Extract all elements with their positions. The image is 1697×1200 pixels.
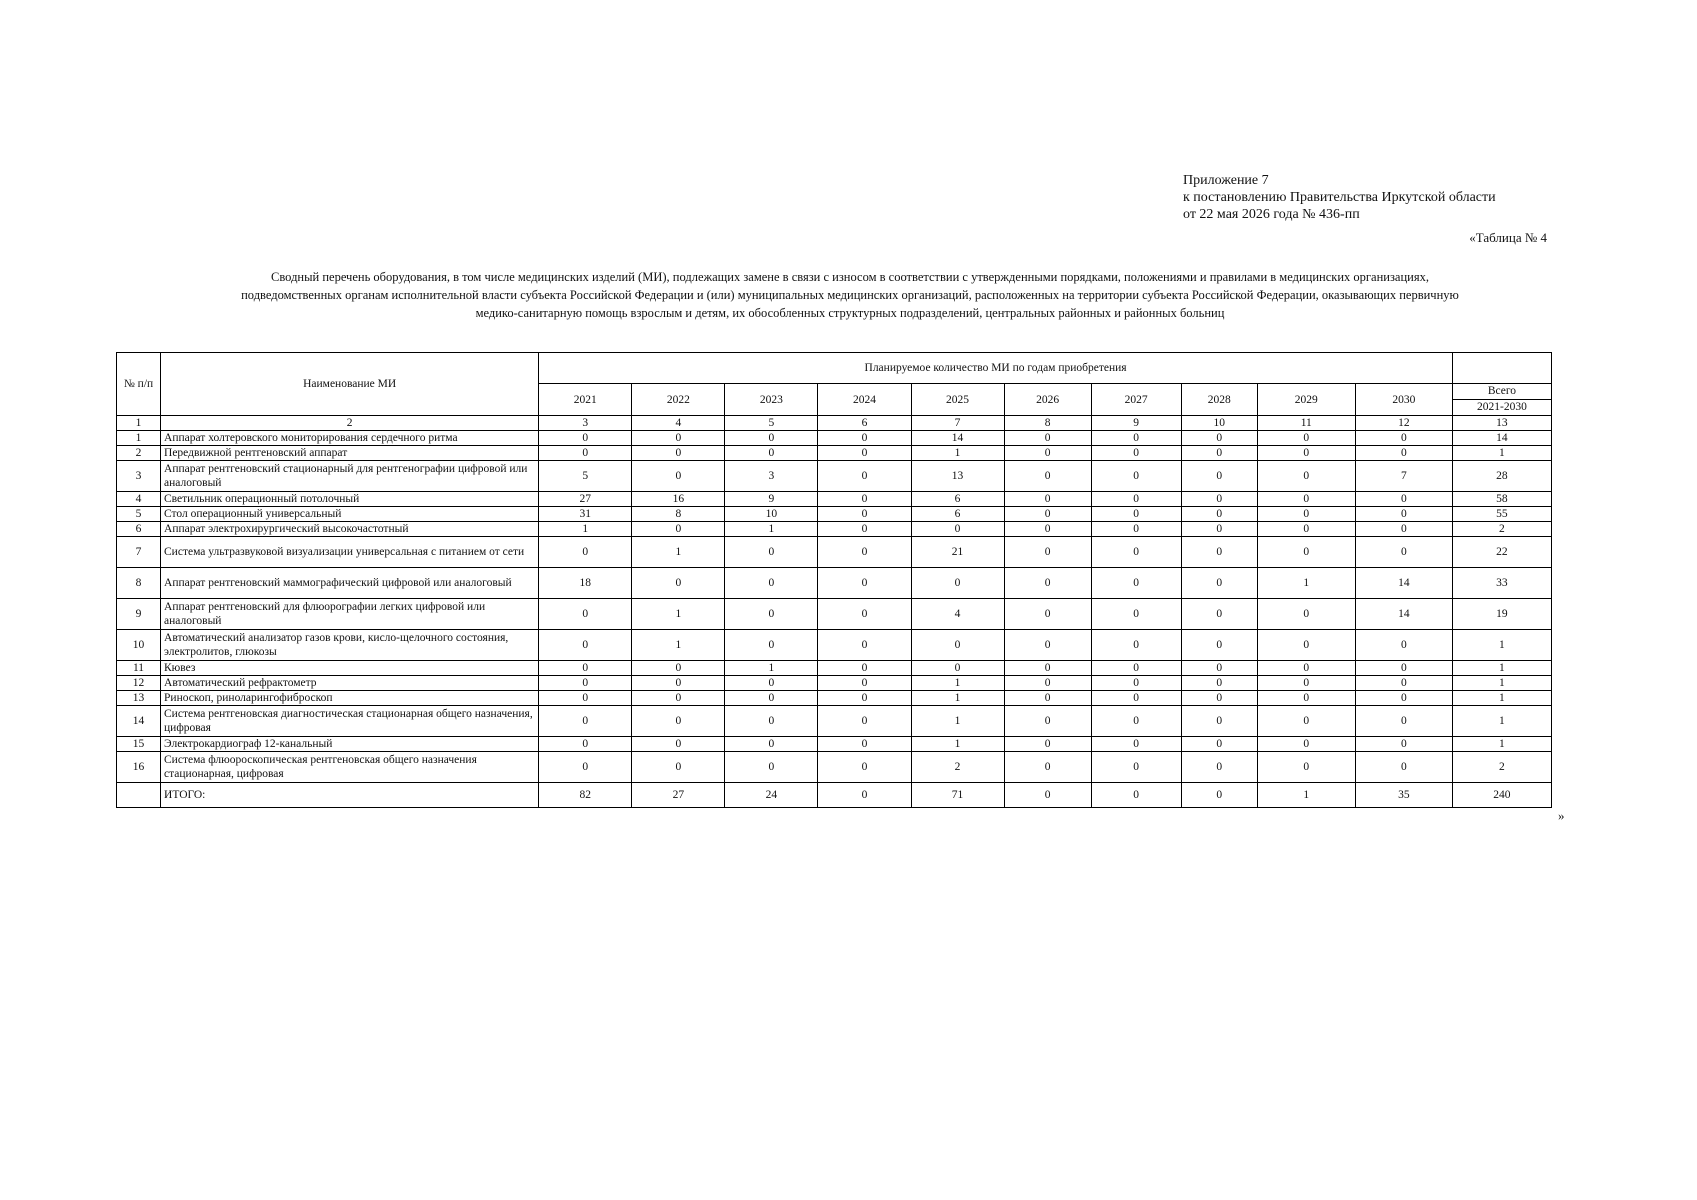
- table-row: [117, 691, 1552, 706]
- total-row-value: 71: [911, 783, 1004, 808]
- row-value: 0: [1004, 568, 1091, 599]
- row-value: 0: [1257, 446, 1355, 461]
- appendix-date: от 22 мая 2026 года № 436-пп: [1183, 207, 1360, 222]
- row-value: 0: [1004, 737, 1091, 752]
- row-value: 0: [1004, 492, 1091, 507]
- row-number: 4: [117, 492, 161, 507]
- row-value: 0: [632, 706, 725, 737]
- row-value: 13: [911, 461, 1004, 492]
- row-number: 11: [117, 661, 161, 676]
- row-value: 0: [818, 537, 911, 568]
- table-row: [117, 752, 1552, 783]
- row-value: 0: [539, 431, 632, 446]
- row-value: 0: [818, 661, 911, 676]
- row-total: 1: [1452, 706, 1551, 737]
- row-value: 0: [1181, 691, 1257, 706]
- row-value: 0: [911, 568, 1004, 599]
- row-total: 14: [1452, 431, 1551, 446]
- row-value: 0: [911, 630, 1004, 661]
- row-value: 0: [1355, 661, 1452, 676]
- row-total: 22: [1452, 537, 1551, 568]
- row-total: 1: [1452, 446, 1551, 461]
- total-row: [117, 783, 1552, 808]
- row-value: 0: [1091, 431, 1181, 446]
- row-value: 0: [1257, 706, 1355, 737]
- row-value: 0: [725, 737, 818, 752]
- row-number: 9: [117, 599, 161, 630]
- row-value: 0: [1004, 431, 1091, 446]
- row-value: 0: [632, 752, 725, 783]
- appendix-number: Приложение 7: [1183, 173, 1269, 188]
- document-title: [120, 268, 1580, 322]
- row-value: 0: [1091, 630, 1181, 661]
- table-row: [117, 461, 1552, 492]
- row-value: 0: [911, 661, 1004, 676]
- total-row-grand-total: 240: [1452, 783, 1551, 808]
- row-value: 0: [818, 630, 911, 661]
- row-value: 0: [539, 706, 632, 737]
- row-number: 5: [117, 507, 161, 522]
- row-value: 0: [818, 522, 911, 537]
- row-value: 0: [1181, 507, 1257, 522]
- table-row: [117, 507, 1552, 522]
- row-value: 0: [818, 752, 911, 783]
- row-value: 0: [539, 630, 632, 661]
- table-row: [117, 568, 1552, 599]
- row-value: 14: [1355, 568, 1452, 599]
- row-value: 0: [1091, 691, 1181, 706]
- row-value: 0: [539, 537, 632, 568]
- header-year: 2025: [911, 384, 1004, 416]
- row-value: 1: [911, 691, 1004, 706]
- column-index: 3: [539, 416, 632, 431]
- row-value: 14: [911, 431, 1004, 446]
- table-row: [117, 492, 1552, 507]
- row-value: 0: [818, 706, 911, 737]
- row-number: 10: [117, 630, 161, 661]
- table-row: [117, 706, 1552, 737]
- column-index: 7: [911, 416, 1004, 431]
- column-index: 4: [632, 416, 725, 431]
- row-value: 0: [1004, 461, 1091, 492]
- row-value: 0: [725, 537, 818, 568]
- row-value: 1: [911, 706, 1004, 737]
- title-line-3: медико-санитарную помощь взрослым и детям, их обособленных структурных подразделений, центральных районных и районных больниц: [475, 306, 1225, 320]
- row-value: 18: [539, 568, 632, 599]
- row-value: 0: [1355, 507, 1452, 522]
- row-value: 0: [632, 568, 725, 599]
- row-value: 0: [1091, 661, 1181, 676]
- table-row: [117, 537, 1552, 568]
- row-value: 6: [911, 507, 1004, 522]
- row-value: 0: [1091, 522, 1181, 537]
- row-value: 0: [1181, 706, 1257, 737]
- header-total-blank: [1452, 353, 1551, 384]
- row-value: 0: [1181, 752, 1257, 783]
- column-index: 2: [161, 416, 539, 431]
- row-value: 0: [1004, 676, 1091, 691]
- row-name: Передвижной рентгеновский аппарат: [161, 446, 539, 461]
- row-value: 9: [725, 492, 818, 507]
- row-value: 0: [539, 676, 632, 691]
- equipment-table: [116, 352, 1552, 808]
- column-index: 6: [818, 416, 911, 431]
- row-value: 0: [1181, 737, 1257, 752]
- row-name: Кювез: [161, 661, 539, 676]
- column-index: 11: [1257, 416, 1355, 431]
- row-value: 1: [911, 676, 1004, 691]
- header-total-range: 2021-2030: [1477, 401, 1527, 413]
- row-value: 0: [1091, 752, 1181, 783]
- row-value: 0: [1355, 431, 1452, 446]
- row-value: 0: [1004, 752, 1091, 783]
- header-year: 2028: [1181, 384, 1257, 416]
- row-value: 0: [818, 737, 911, 752]
- row-value: 0: [818, 431, 911, 446]
- row-value: 0: [818, 507, 911, 522]
- row-total: 2: [1452, 522, 1551, 537]
- row-value: 0: [818, 676, 911, 691]
- row-value: 0: [1355, 691, 1452, 706]
- row-name: Система рентгеновская диагностическая стационарная общего назначения, цифровая: [161, 706, 539, 737]
- row-name: Аппарат рентгеновский для флюорографии легких цифровой или аналоговый: [161, 599, 539, 630]
- total-row-value: 35: [1355, 783, 1452, 808]
- header-year: 2026: [1004, 384, 1091, 416]
- row-value: 10: [725, 507, 818, 522]
- column-index: 12: [1355, 416, 1452, 431]
- row-value: 0: [1091, 568, 1181, 599]
- row-value: 0: [1004, 446, 1091, 461]
- row-value: 0: [1181, 522, 1257, 537]
- row-name: Стол операционный универсальный: [161, 507, 539, 522]
- header-total: [1452, 384, 1551, 416]
- row-value: 0: [1257, 676, 1355, 691]
- row-value: 0: [818, 492, 911, 507]
- row-value: 0: [632, 691, 725, 706]
- row-value: 0: [1257, 752, 1355, 783]
- header-year: 2027: [1091, 384, 1181, 416]
- row-value: 31: [539, 507, 632, 522]
- row-name: Электрокардиограф 12-канальный: [161, 737, 539, 752]
- row-value: 0: [725, 599, 818, 630]
- row-value: 0: [539, 752, 632, 783]
- row-value: 0: [1355, 492, 1452, 507]
- row-value: 0: [1257, 431, 1355, 446]
- row-value: 0: [1257, 537, 1355, 568]
- row-value: 0: [1004, 522, 1091, 537]
- row-value: 0: [1181, 431, 1257, 446]
- row-value: 0: [539, 661, 632, 676]
- row-value: 0: [1181, 599, 1257, 630]
- row-name: Автоматический рефрактометр: [161, 676, 539, 691]
- row-value: 27: [539, 492, 632, 507]
- header-year: 2024: [818, 384, 911, 416]
- appendix-resolution: к постановлению Правительства Иркутской области: [1183, 190, 1496, 205]
- row-name: Аппарат рентгеновский маммографический цифровой или аналоговый: [161, 568, 539, 599]
- row-value: 0: [725, 691, 818, 706]
- row-value: 0: [632, 431, 725, 446]
- table-row: [117, 676, 1552, 691]
- table-number-label: «Таблица № 4: [1469, 230, 1547, 245]
- row-value: 0: [632, 461, 725, 492]
- row-name: Система ультразвуковой визуализации универсальная с питанием от сети: [161, 537, 539, 568]
- row-value: 0: [539, 446, 632, 461]
- table-row: [117, 522, 1552, 537]
- row-value: 0: [1355, 537, 1452, 568]
- row-value: 0: [1181, 461, 1257, 492]
- row-value: 1: [632, 599, 725, 630]
- total-row-value: 0: [818, 783, 911, 808]
- table-row: [117, 661, 1552, 676]
- header-total-label: Всего: [1453, 384, 1551, 400]
- row-total: 55: [1452, 507, 1551, 522]
- row-value: 0: [1355, 676, 1452, 691]
- table-row: [117, 446, 1552, 461]
- header-year: 2022: [632, 384, 725, 416]
- row-value: 0: [911, 522, 1004, 537]
- row-value: 0: [1091, 676, 1181, 691]
- row-value: 0: [1091, 507, 1181, 522]
- row-value: 0: [539, 691, 632, 706]
- row-value: 1: [539, 522, 632, 537]
- row-value: 0: [1181, 492, 1257, 507]
- row-number: 12: [117, 676, 161, 691]
- row-number: 1: [117, 431, 161, 446]
- row-name: Система флюороскопическая рентгеновская общего назначения стационарная, цифровая: [161, 752, 539, 783]
- row-value: 1: [911, 737, 1004, 752]
- header-name: Наименование МИ: [161, 353, 539, 416]
- row-value: 21: [911, 537, 1004, 568]
- row-value: 0: [1004, 537, 1091, 568]
- row-value: 0: [1355, 706, 1452, 737]
- total-row-value: 24: [725, 783, 818, 808]
- appendix-header: [1183, 172, 1496, 223]
- row-value: 4: [911, 599, 1004, 630]
- total-row-value: 0: [1181, 783, 1257, 808]
- row-value: 0: [818, 599, 911, 630]
- row-value: 0: [1257, 599, 1355, 630]
- row-value: 6: [911, 492, 1004, 507]
- row-value: 0: [725, 568, 818, 599]
- column-index: 9: [1091, 416, 1181, 431]
- row-name: Аппарат электрохирургический высокочастотный: [161, 522, 539, 537]
- header-year: 2030: [1355, 384, 1452, 416]
- row-value: 0: [1091, 461, 1181, 492]
- table-row: [117, 431, 1552, 446]
- row-value: 0: [818, 691, 911, 706]
- row-value: 16: [632, 492, 725, 507]
- row-value: 0: [1091, 706, 1181, 737]
- column-index: 13: [1452, 416, 1551, 431]
- row-value: 2: [911, 752, 1004, 783]
- row-number: 7: [117, 537, 161, 568]
- row-value: 0: [1257, 737, 1355, 752]
- row-value: 0: [1004, 630, 1091, 661]
- row-value: 0: [1004, 661, 1091, 676]
- row-value: 0: [1181, 630, 1257, 661]
- row-value: 0: [725, 431, 818, 446]
- row-value: 3: [725, 461, 818, 492]
- title-line-2: подведомственных органам исполнительной власти субъекта Российской Федерации и (или) муниципальных медицинских организаций, расположенных на территории субъекта Российской Федерации, оказывающих первичную: [241, 288, 1459, 302]
- row-value: 0: [539, 599, 632, 630]
- row-value: 0: [725, 676, 818, 691]
- row-number: 6: [117, 522, 161, 537]
- row-value: 0: [1091, 537, 1181, 568]
- row-value: 0: [1091, 599, 1181, 630]
- row-name: Светильник операционный потолочный: [161, 492, 539, 507]
- row-value: 0: [539, 737, 632, 752]
- row-value: 0: [1004, 507, 1091, 522]
- row-value: 0: [1355, 752, 1452, 783]
- row-value: 1: [725, 661, 818, 676]
- row-value: 0: [1181, 537, 1257, 568]
- row-value: 0: [632, 737, 725, 752]
- row-value: 0: [725, 630, 818, 661]
- row-value: 0: [818, 461, 911, 492]
- row-value: 0: [725, 706, 818, 737]
- row-name: Аппарат холтеровского мониторирования сердечного ритма: [161, 431, 539, 446]
- row-value: 8: [632, 507, 725, 522]
- table-row: [117, 737, 1552, 752]
- row-number: 13: [117, 691, 161, 706]
- row-number: 15: [117, 737, 161, 752]
- row-value: 0: [1181, 676, 1257, 691]
- row-value: 1: [632, 537, 725, 568]
- row-total: 1: [1452, 737, 1551, 752]
- row-value: 0: [1257, 661, 1355, 676]
- row-value: 0: [1257, 630, 1355, 661]
- row-value: 0: [1004, 599, 1091, 630]
- row-value: 0: [632, 676, 725, 691]
- row-value: 0: [1257, 522, 1355, 537]
- row-value: 0: [1091, 446, 1181, 461]
- row-total: 1: [1452, 661, 1551, 676]
- row-name: Автоматический анализатор газов крови, кисло-щелочного состояния, электролитов, глюкозы: [161, 630, 539, 661]
- row-value: 0: [632, 661, 725, 676]
- total-row-label: ИТОГО:: [161, 783, 539, 808]
- row-number: 8: [117, 568, 161, 599]
- row-number: 16: [117, 752, 161, 783]
- row-value: 1: [632, 630, 725, 661]
- total-row-value: 82: [539, 783, 632, 808]
- title-line-1: Сводный перечень оборудования, в том числе медицинских изделий (МИ), подлежащих замене в связи с износом в соответствии с утвержденными порядками, положениями и правилами в медицинских организациях,: [271, 270, 1429, 284]
- header-year: 2023: [725, 384, 818, 416]
- row-name: Аппарат рентгеновский стационарный для рентгенографии цифровой или аналоговый: [161, 461, 539, 492]
- row-value: 0: [1355, 737, 1452, 752]
- row-value: 0: [1181, 446, 1257, 461]
- row-value: 0: [632, 522, 725, 537]
- row-total: 1: [1452, 676, 1551, 691]
- column-index: 5: [725, 416, 818, 431]
- row-value: 0: [1355, 446, 1452, 461]
- total-row-value: 0: [1004, 783, 1091, 808]
- total-row-value: 0: [1091, 783, 1181, 808]
- row-value: 7: [1355, 461, 1452, 492]
- row-value: 0: [1257, 691, 1355, 706]
- table-row: [117, 599, 1552, 630]
- table-row: [117, 630, 1552, 661]
- row-value: 0: [818, 568, 911, 599]
- column-index: 1: [117, 416, 161, 431]
- row-value: 0: [725, 752, 818, 783]
- header-planned: Планируемое количество МИ по годам приобретения: [539, 353, 1453, 384]
- row-value: 1: [725, 522, 818, 537]
- total-row-value: 27: [632, 783, 725, 808]
- row-number: 2: [117, 446, 161, 461]
- column-index-row: [117, 416, 1552, 431]
- column-index: 8: [1004, 416, 1091, 431]
- row-value: 0: [632, 446, 725, 461]
- total-row-num-blank: [117, 783, 161, 808]
- row-total: 19: [1452, 599, 1551, 630]
- row-value: 14: [1355, 599, 1452, 630]
- row-value: 0: [1004, 706, 1091, 737]
- row-total: 58: [1452, 492, 1551, 507]
- header-year: 2029: [1257, 384, 1355, 416]
- row-total: 33: [1452, 568, 1551, 599]
- row-value: 0: [1355, 522, 1452, 537]
- column-index: 10: [1181, 416, 1257, 431]
- row-number: 14: [117, 706, 161, 737]
- row-value: 0: [1355, 630, 1452, 661]
- total-row-value: 1: [1257, 783, 1355, 808]
- closing-quote: »: [1558, 808, 1565, 823]
- row-value: 0: [1257, 507, 1355, 522]
- row-number: 3: [117, 461, 161, 492]
- row-value: 0: [1091, 492, 1181, 507]
- row-total: 1: [1452, 630, 1551, 661]
- row-value: 0: [1257, 461, 1355, 492]
- row-value: 1: [911, 446, 1004, 461]
- row-name: Риноскоп, риноларингофиброскоп: [161, 691, 539, 706]
- row-value: 0: [1181, 568, 1257, 599]
- header-year: 2021: [539, 384, 632, 416]
- row-value: 0: [1004, 691, 1091, 706]
- header-num: № п/п: [117, 353, 161, 416]
- row-value: 0: [1181, 661, 1257, 676]
- row-value: 0: [1257, 492, 1355, 507]
- row-value: 0: [1091, 737, 1181, 752]
- row-value: 0: [818, 446, 911, 461]
- row-value: 0: [725, 446, 818, 461]
- row-value: 5: [539, 461, 632, 492]
- row-value: 1: [1257, 568, 1355, 599]
- row-total: 1: [1452, 691, 1551, 706]
- row-total: 2: [1452, 752, 1551, 783]
- row-total: 28: [1452, 461, 1551, 492]
